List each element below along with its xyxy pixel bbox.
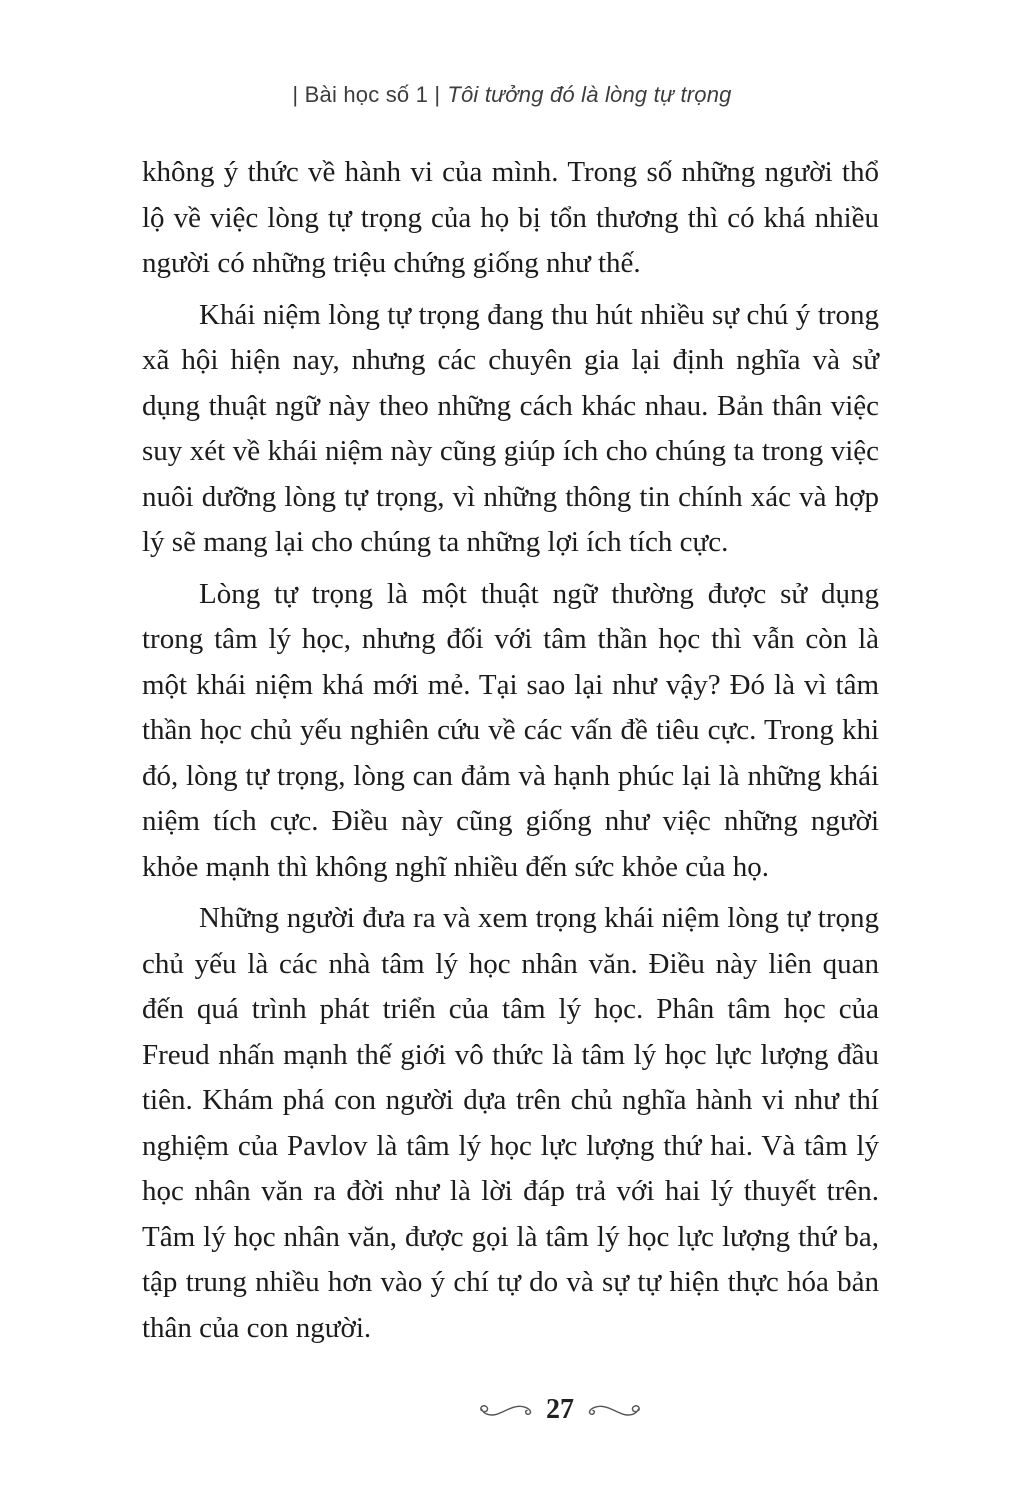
page-number: 27 xyxy=(546,1394,574,1425)
paragraph: không ý thức về hành vi của mình. Trong số những người thổ lộ về việc lòng tự trọng của họ bị tổn thương thì có khá nhiều người có những triệu chứng giống như thế. xyxy=(142,156,879,279)
lesson-number-label: | Bài học số 1 | xyxy=(292,82,441,107)
left-flourish-icon xyxy=(477,1402,533,1420)
paragraph: Khái niệm lòng tự trọng đang thu hút nhiều sự chú ý trong xã hội hiện nay, nhưng các chuyên gia lại định nghĩa và sử dụng thuật ngữ này theo những cách khác nhau. Bản thân việc suy xét về khái niệm này cũng giúp ích cho chúng ta trong việc nuôi dưỡng lòng tự trọng, vì những thông tin chính xác và hợp lý sẽ mang lại cho chúng ta những lợi ích tích cực. xyxy=(142,298,879,558)
page-footer xyxy=(477,1396,643,1426)
paragraph: Lòng tự trọng là một thuật ngữ thường được sử dụng trong tâm lý học, nhưng đối với tâm thần học thì vẫn còn là một khái niệm khá mới mẻ. Tại sao lại như vậy? Đó là vì tâm thần học chủ yếu nghiên cứu về các vấn đề tiêu cực. Trong khi đó, lòng tự trọng, lòng can đảm và hạnh phúc lại là những khái niệm tích cực. Điều này cũng giống như việc những người khỏe mạnh thì không nghĩ nhiều đến sức khỏe của họ. xyxy=(142,577,879,883)
right-flourish-icon xyxy=(587,1402,643,1420)
body-text-column xyxy=(142,150,879,1357)
running-header xyxy=(0,82,1024,108)
paragraph: Những người đưa ra và xem trọng khái niệm lòng tự trọng chủ yếu là các nhà tâm lý học nhân văn. Điều này liên quan đến quá trình phát triển của tâm lý học. Phân tâm học của Freud nhấn mạnh thế giới vô thức là tâm lý học lực lượng đầu tiên. Khám phá con người dựa trên chủ nghĩa hành vi như thí nghiệm của Pavlov là tâm lý học lực lượng thứ hai. Và tâm lý học nhân văn ra đời như là lời đáp trả với hai lý thuyết trên. Tâm lý học nhân văn, được gọi là tâm lý học lực lượng thứ ba, tập trung nhiều hơn vào ý chí tự do và sự tự hiện thực hóa bản thân của con người. xyxy=(142,902,879,1344)
chapter-title-label: Tôi tưởng đó là lòng tự trọng xyxy=(447,82,732,107)
